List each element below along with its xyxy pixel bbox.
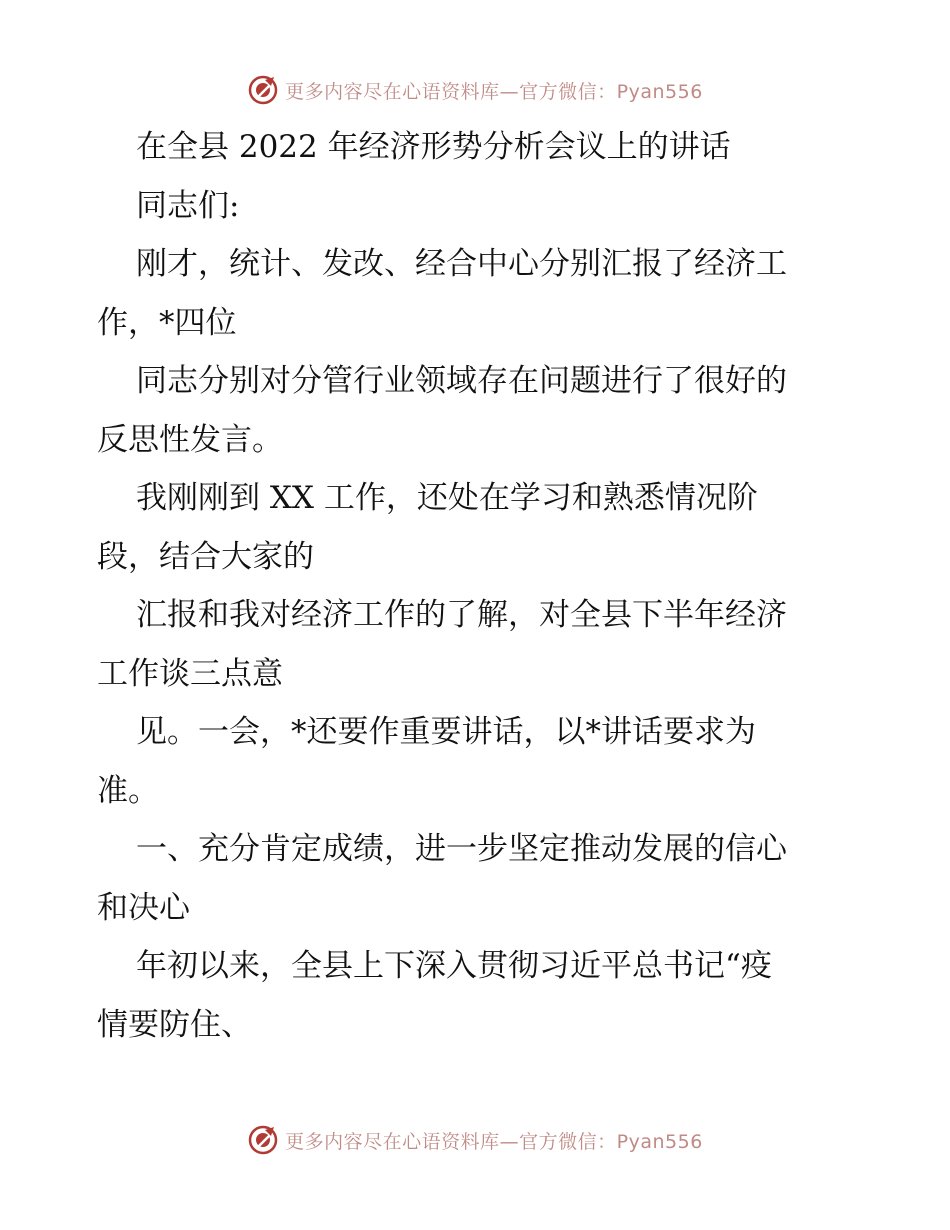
document-body [97,118,857,1054]
paragraph-line: 准。 [97,772,159,809]
paragraph-line: 作，*四位 [97,304,237,341]
paragraph-line: 情要防住、 [97,1006,252,1043]
section-heading: 一、充分肯定成绩，进一步坚定推动发展的信心 [136,831,787,867]
brand-logo-icon [247,74,279,106]
paragraph-line: 反思性发言。 [97,421,283,458]
paragraph-line: 刚才，统计、发改、经合中心分别汇报了经济工 [136,246,787,282]
footer-banner [0,1120,950,1160]
salutation: 同志们: [136,187,240,224]
brand-logo-icon [247,1124,279,1156]
document-title: 在全县 2022 年经济形势分析会议上的讲话 [136,129,731,165]
paragraph-line: 见。一会，*还要作重要讲话，以*讲话要求为 [136,714,756,750]
footer-banner-text: 更多内容尽在心语资料库—官方微信：Pyan556 [285,1130,703,1153]
section-heading: 和决心 [97,889,190,926]
paragraph-line: 工作谈三点意 [97,655,283,692]
paragraph-line: 年初以来，全县上下深入贯彻习近平总书记“疫 [136,948,772,984]
header-banner-text: 更多内容尽在心语资料库—官方微信：Pyan556 [285,80,703,103]
paragraph-line: 段，结合大家的 [97,538,314,575]
paragraph-line: 汇报和我对经济工作的了解，对全县下半年经济 [136,597,787,633]
header-banner [0,70,950,110]
paragraph-line: 同志分别对分管行业领域存在问题进行了很好的 [136,363,787,399]
paragraph-line: 我刚刚到 XX 工作，还处在学习和熟悉情况阶 [136,480,758,516]
